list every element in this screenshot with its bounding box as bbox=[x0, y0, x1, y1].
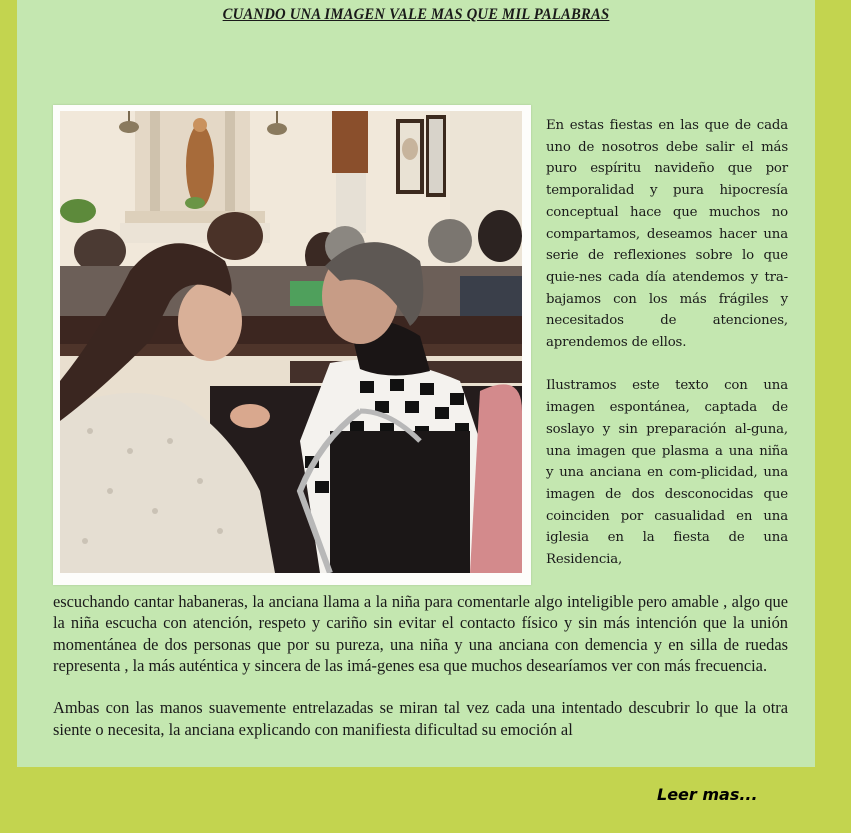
article-title: CUANDO UNA IMAGEN VALE MAS QUE MIL PALABRAS bbox=[222, 6, 610, 23]
photo-icon bbox=[60, 111, 522, 573]
paragraph-hands: Ambas con las manos suavemente entrelazadas se miran tal vez cada una intentado descubrir lo que la otra siente o necesita, la anciana explicando con manifiesta dificultad su emoción al bbox=[53, 698, 788, 739]
paragraph-continuation: escuchando cantar habaneras, la anciana llama a la niña para comentarle algo inteligible pero amable , algo que la niña escucha con atención, respeto y cariño sin evitar el contacto físico y sin más intención que la unión momentánea de dos personas que por su pureza, una niña y una anciana con demencia y en silla de ruedas representa , la más auténtica y sincera de las imá-genes esa que muchos desearíamos ver con más frecuencia. bbox=[53, 592, 788, 675]
article-photo bbox=[60, 111, 522, 573]
read-more-link[interactable]: Leer mas... bbox=[657, 785, 758, 804]
paragraph-intro: En estas fiestas en las que de cada uno de nosotros debe salir el más puro espíritu navideño que por temporalidad y pura hipocresía conceptual hace que muchos no compartamos, deseamos hacer una serie de reflexiones sobre lo que quie-nes cada día atendemos y tra-bajamos con los más frágiles y necesitados de atenciones, aprendemos de ellos. bbox=[546, 118, 788, 351]
paragraph-illustration: Ilustramos este texto con una imagen espontánea, captada de soslayo y sin preparación al-guna, una imagen que plasma a una niña y una anciana en com-plicidad, una imagen de dos desconocidas que coinciden por casualidad en una iglesia en la fiesta de una Residencia, bbox=[546, 378, 788, 568]
article-photo-frame bbox=[53, 105, 531, 585]
article-panel bbox=[17, 0, 815, 767]
full-width-text bbox=[53, 591, 788, 740]
side-text-column bbox=[546, 115, 788, 571]
